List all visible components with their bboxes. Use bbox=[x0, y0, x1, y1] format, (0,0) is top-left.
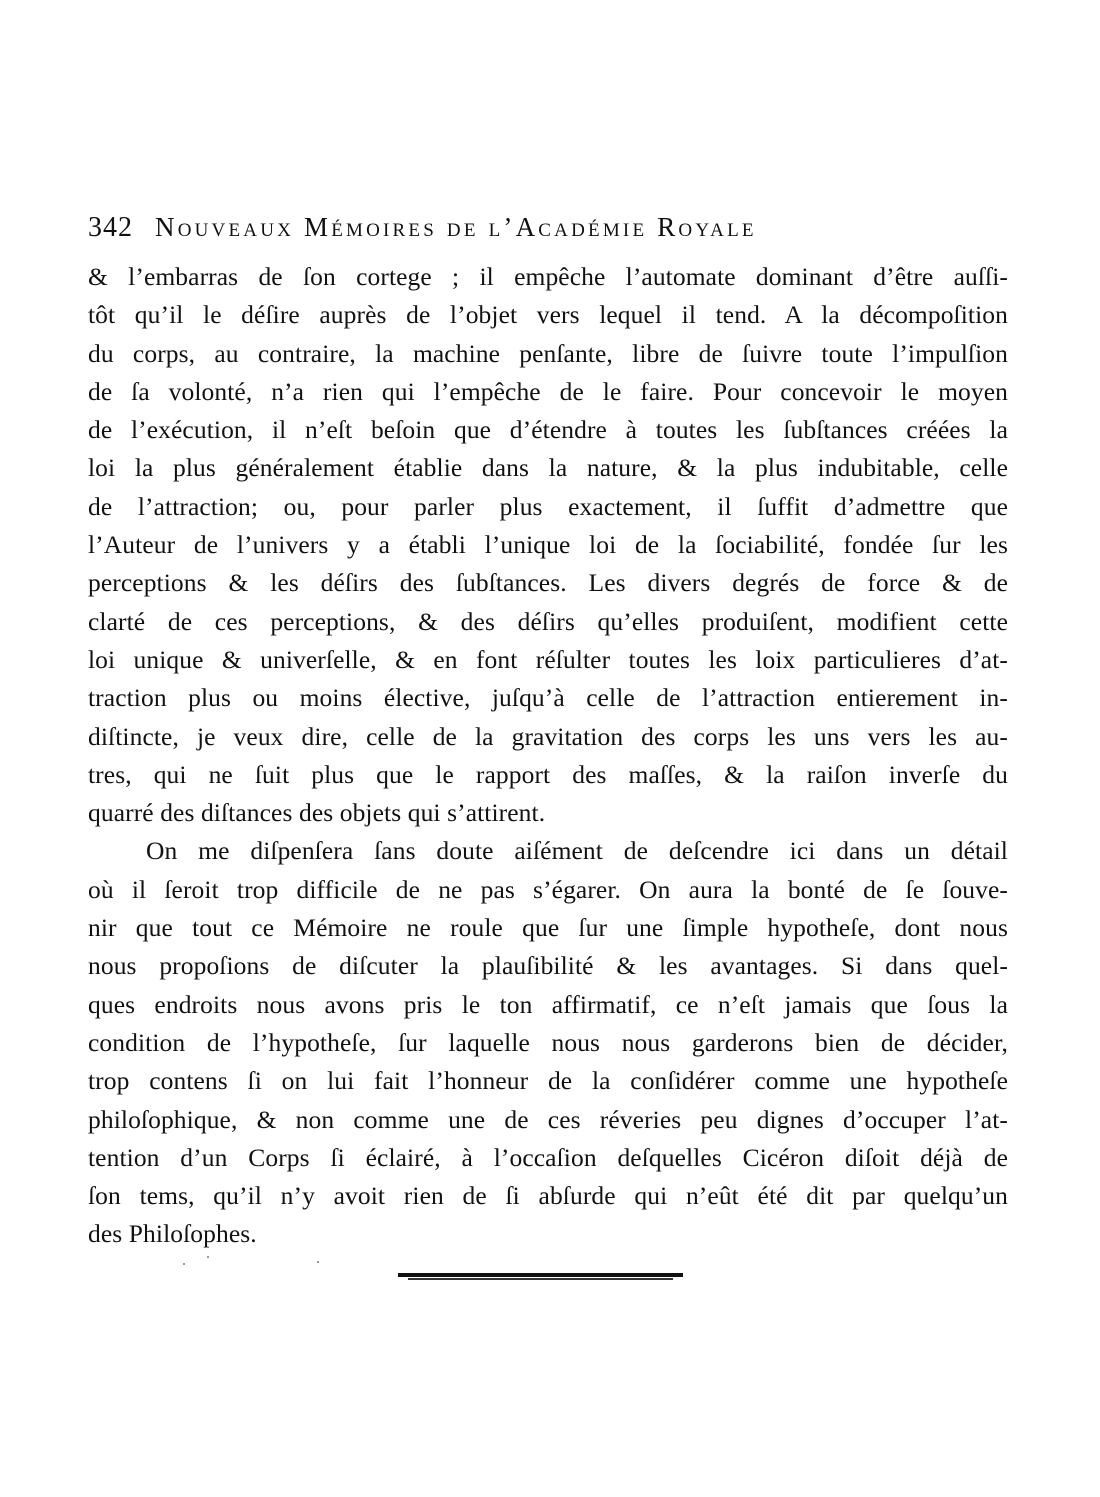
print-speck bbox=[207, 1256, 209, 1258]
text-line: clarté de ces perceptions, & des déſirs qu’elles produiſent, modifient cette bbox=[88, 606, 1008, 636]
text-line: des Philoſophes. bbox=[88, 1219, 257, 1249]
text-line: loi la plus généralement établie dans la nature, & la plus indubitable, celle bbox=[88, 453, 1008, 483]
tail-rule-ornament bbox=[398, 1273, 683, 1280]
text-line: perceptions & les déſirs des ſubſtances. Les divers degrés de force & de bbox=[88, 568, 1008, 598]
text-line: de l’exécution, il n’eſt beſoin que d’étendre à toutes les ſubſtances créées la bbox=[88, 415, 1008, 445]
text-line: tention d’un Corps ſi éclairé, à l’occaſion deſquelles Cicéron diſoit déjà de bbox=[88, 1142, 1008, 1172]
text-line: loi unique & univerſelle, & en font réſulter toutes les loix particulieres d’at- bbox=[88, 644, 1008, 674]
text-line: philoſophique, & non comme une de ces réveries peu dignes d’occuper l’at- bbox=[88, 1104, 1008, 1134]
text-line: nir que tout ce Mémoire ne roule que ſur une ſimple hypotheſe, dont nous bbox=[88, 913, 1008, 943]
text-line: diſtincte, je veux dire, celle de la gravitation des corps les uns vers les au- bbox=[88, 721, 1008, 751]
text-line: trop contens ſi on lui fait l’honneur de la conſidérer comme une hypotheſe bbox=[88, 1066, 1008, 1096]
print-speck bbox=[183, 1263, 185, 1265]
text-line: de ſa volonté, n’a rien qui l’empêche de le faire. Pour concevoir le moyen bbox=[88, 376, 1008, 406]
page-number: 342 bbox=[88, 212, 133, 243]
text-line: & l’embarras de ſon cortege ; il empêche l’automate dominant d’être auſſi- bbox=[88, 262, 1008, 291]
text-line: du corps, au contraire, la machine penſante, libre de ſuivre toute l’impulſion bbox=[88, 338, 1008, 368]
running-head bbox=[88, 212, 960, 252]
text-line: de l’attraction; ou, pour parler plus exactement, il ſuffit d’admettre que bbox=[88, 491, 1008, 521]
paragraph-1 bbox=[88, 258, 1008, 832]
text-line: où il ſeroit trop difficile de ne pas s’égarer. On aura la bonté de ſe ſouve- bbox=[88, 874, 1008, 904]
text-line: quarré des diſtances des objets qui s’attirent. bbox=[88, 798, 546, 828]
text-line: tôt qu’il le déſire auprès de l’objet vers lequel il tend. A la décompoſition bbox=[88, 300, 1008, 330]
text-line: l’Auteur de l’univers y a établi l’unique loi de la ſociabilité, fondée ſur les bbox=[88, 530, 1008, 560]
text-line: ſon tems, qu’il n’y avoit rien de ſi abſurde qui n’eût été dit par quelqu’un bbox=[88, 1181, 1008, 1211]
running-title: Nouveaux Mémoires de l’Académie Royale bbox=[155, 212, 757, 242]
rule-thin-line bbox=[408, 1278, 673, 1280]
paragraph-2 bbox=[88, 832, 1008, 1253]
rule-thick-line bbox=[398, 1273, 683, 1277]
text-line: tres, qui ne ſuit plus que le rapport des maſſes, & la raiſon inverſe du bbox=[88, 759, 1008, 789]
text-line: On me diſpenſera ſans doute aiſément de deſcendre ici dans un détail bbox=[146, 836, 1008, 866]
text-line: ques endroits nous avons pris le ton affirmatif, ce n’eſt jamais que ſous la bbox=[88, 989, 1008, 1019]
print-speck bbox=[317, 1261, 319, 1263]
text-line: nous propoſions de diſcuter la plauſibilité & les avantages. Si dans quel- bbox=[88, 951, 1008, 981]
text-line: traction plus ou moins élective, juſqu’à celle de l’attraction entierement in- bbox=[88, 683, 1008, 713]
text-line: condition de l’hypotheſe, ſur laquelle nous nous garderons bien de décider, bbox=[88, 1027, 1008, 1057]
body-text bbox=[88, 258, 1008, 1254]
